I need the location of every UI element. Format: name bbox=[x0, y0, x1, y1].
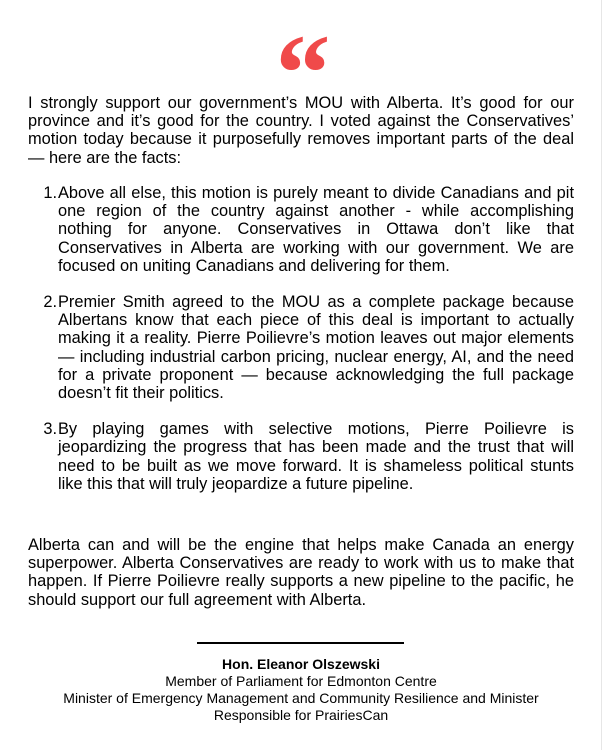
list-item-number: 1. bbox=[43, 184, 57, 202]
list-item-text: Above all else, this motion is purely meant to divide Canadians and pit one region of the country against another - while accomplishing nothing for anyone. Conservatives in Ottawa don’t like that Conservatives in Alberta are working with our government. We are focused on uniting Canadians and delivering for them. bbox=[58, 184, 574, 275]
closing-paragraph: Alberta can and will be the engine that helps make Canada an energy superpower. Alberta Conservatives are ready to work with us to make that happen. If Pierre Poilievre really supports a new pipeline to the pacific, he should support our full agreement with Alberta. bbox=[28, 536, 574, 609]
signatory-name: Hon. Eleanor Olszewski bbox=[222, 656, 380, 672]
signatory-title-line-2: Minister of Emergency Management and Community Resilience and Minister bbox=[63, 690, 539, 706]
intro-paragraph: I strongly support our government’s MOU with Alberta. It’s good for our province and it’s good for the country. I voted against the Conservatives’ motion today because it purposefully removes important parts of the deal — here are the facts: bbox=[28, 94, 574, 167]
list-item bbox=[28, 420, 574, 493]
list-item-text: By playing games with selective motions, Pierre Poilievre is jeopardizing the progress that has been made and the trust that will need to be built as we move forward. It is shameless political stunts like this that will truly jeopardize a future pipeline. bbox=[58, 420, 574, 493]
signatory-title-line-1: Member of Parliament for Edmonton Centre bbox=[165, 673, 437, 689]
list-item bbox=[28, 293, 574, 402]
list-item bbox=[28, 184, 574, 275]
facts-list bbox=[28, 184, 574, 511]
signatory-title-line-3: Responsible for PrairiesCan bbox=[213, 707, 389, 723]
list-item-text: Premier Smith agreed to the MOU as a complete package because Albertans know that each piece of this deal is important to actually making it a reality. Pierre Poilievre’s motion leaves out major elements — including industrial carbon pricing, nuclear energy, AI, and the need for a private proponent — because acknowledging the full package doesn’t fit their politics. bbox=[58, 293, 574, 403]
quotation-mark-icon: “ bbox=[275, 12, 327, 134]
list-item-number: 3. bbox=[43, 420, 57, 439]
list-item-number: 2. bbox=[43, 293, 57, 312]
signature-divider bbox=[197, 642, 404, 644]
